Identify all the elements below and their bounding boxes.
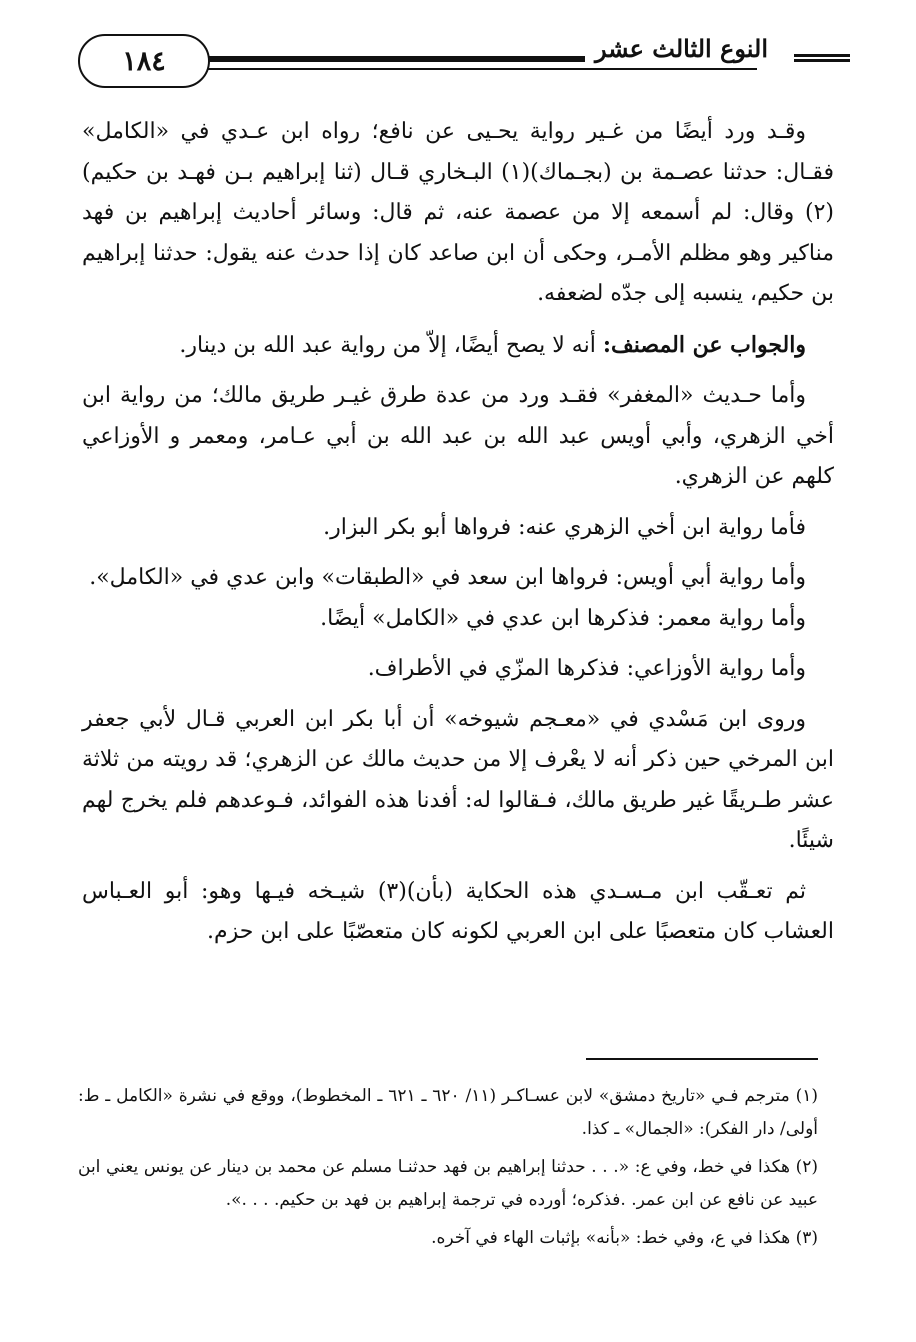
main-text [82,112,834,963]
paragraph: وأما رواية الأوزاعي: فذكرها المزّي في الأطراف. [367,656,806,681]
page-header [62,28,850,88]
chapter-title: النوع الثالث عشر [585,34,778,63]
header-ornament [794,52,850,66]
paragraph: فأما رواية ابن أخي الزهري عنه: فرواها أبو بكر البزار. [323,514,806,540]
page-number: ١٨٤ [78,34,210,88]
paragraph: وأما رواية أبي أويس: فرواها ابن سعد في «الطبقات» وابن عدي في «الكامل». [89,565,806,590]
paragraph: وروى ابن مَسْدي في «معـجم شيوخه» أن أبا بكر ابن العربي قـال لأبي جعفر ابن المرخي حين ذكر أنه لا يعْرف إلا من حديث مالك عن الزهري؛ قد رويته من ثلاثة عشر طـريقًا غير طريق مالك، فـقالوا له: أفدنا هذه الفوائد، فـوعدهم فلم يخرج لهم شيئًا. [82,706,834,853]
paragraph [82,325,834,367]
paragraph: وأما حـديث «المغفر» فقـد ورد من عدة طرق غيـر طريق مالك؛ من رواية ابن أخي الزهري، وأبي أويس عبد الله بن عبد الله بن أبي عـامر، ومعمر و الأوزاعي كلهم عن الزهري. [82,383,834,489]
header-rule-thin [202,68,757,70]
paragraph: ثم تعـقّب ابن مـسـدي هذه الحكاية (بأن)(٣) شيـخه فيـها وهو: أبو العـباس العشاب كان متعصبًا على ابن العربي لكونه كان متعصّبًا على ابن حزم. [82,878,834,944]
footnote: (٢) هكذا في خط، وفي ع: «. . . حدثنا إبراهيم بن فهد حدثنـا مسلم عن محمد بن دينار عن يونس يعني ابن عبيد عن نافع عن ابن عمر. .فذكره؛ أورده في ترجمة إبراهيم بن فهد بن حكيم. . . .». [78,1157,818,1210]
bold-lead: والجواب عن المصنف: [602,331,806,358]
paragraph: وقـد ورد أيضًا من غـير رواية يحـيى عن نافع؛ رواه ابن عـدي في «الكامل» فقـال: حدثنا عصـمة بن (بجـماك)(١) البـخاري قـال (ثنا إبراهيم بـن فهـد بن حكيم)(٢) وقال: لم أسمعه إلا من عصمة عنه، ثم قال: وسائر أحاديث إبراهيم بن فهد مناكير وهو مظلم الأمـر، وحكى أن ابن صاعد كان إذا حدث عنه يقول: حدثنا إبراهيم بن حكيم، ينسبه إلى جدّه لضعفه. [82,119,834,306]
footnote: (١) مترجم فـي «تاريخ دمشق» لابن عسـاكـر (١١/ ٦٢٠ ـ ٦٢١ ـ المخطوط)، ووقع في نشرة «الكامل ـ ط: أولى/ دار الفكر): «الجمال» ـ كذا. [78,1086,818,1139]
footnotes [78,1080,818,1261]
paragraph-text: أنه لا يصح أيضًا، إلاّ من رواية عبد الله بن دينار. [179,332,603,358]
footnote-separator [586,1058,818,1060]
paragraph: وأما رواية معمر: فذكرها ابن عدي في «الكامل» أيضًا. [320,605,806,631]
footnote: (٣) هكذا في ع، وفي خط: «بأنه» بإثبات الهاء في آخره. [431,1228,818,1248]
